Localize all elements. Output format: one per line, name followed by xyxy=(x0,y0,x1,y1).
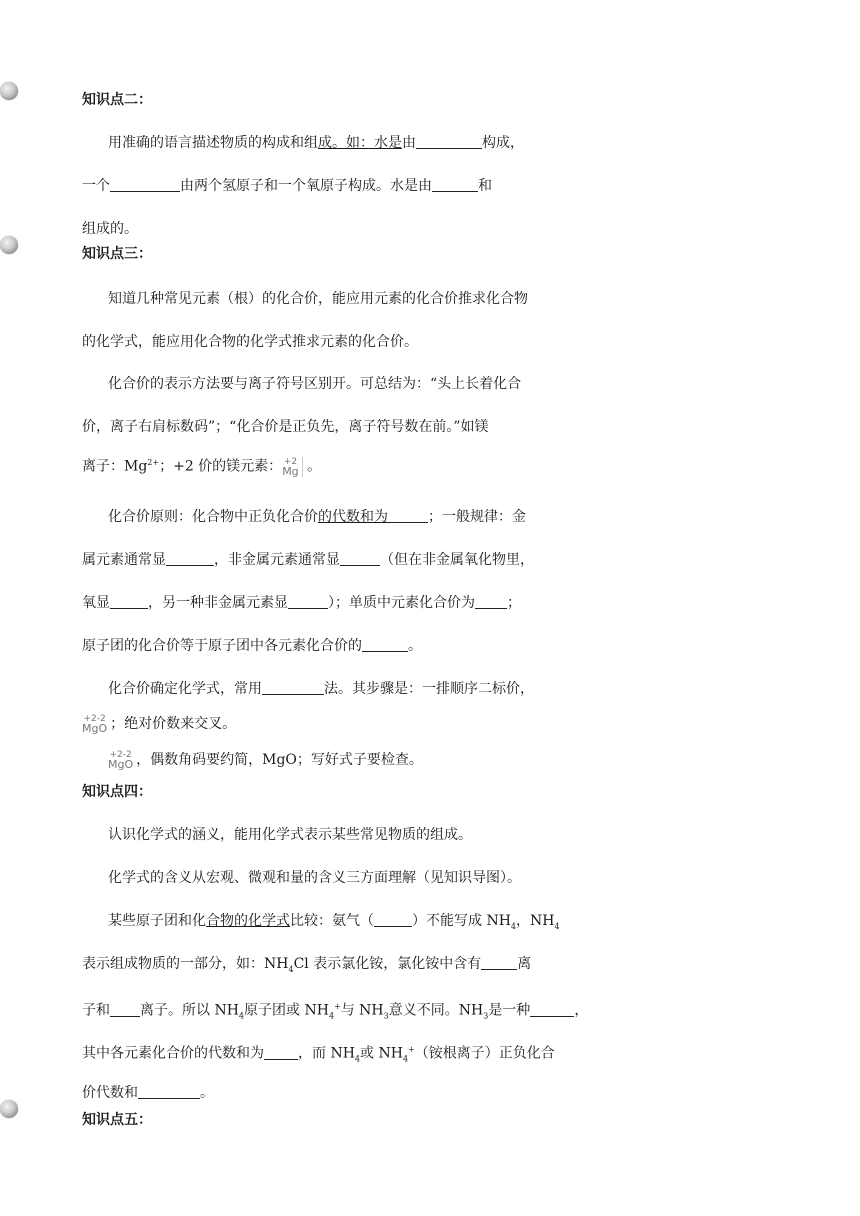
text: 与 NH xyxy=(340,1002,384,1019)
valence-label: +2-2 xyxy=(109,750,132,760)
valence-mgo-icon xyxy=(108,750,136,770)
k3-para1-line2: 的化学式，能应用化合物的化学式推求元素的化合价。 xyxy=(82,334,418,350)
punch-hole-icon xyxy=(0,236,18,254)
subscript: 4 xyxy=(328,1011,335,1021)
fill-blank[interactable] xyxy=(362,637,408,652)
section-heading-4: 知识点四： xyxy=(82,784,152,800)
text: （铵根离子）正负化合 xyxy=(414,1045,555,1062)
text: 或 NH xyxy=(360,1045,403,1062)
text: 。 xyxy=(307,458,322,475)
element-label: MgO xyxy=(108,758,134,771)
element-label: MgO xyxy=(82,722,108,735)
fill-blank[interactable] xyxy=(264,1045,298,1060)
text: ；一般规律：金 xyxy=(428,509,526,525)
k3-para3-line4 xyxy=(82,637,422,655)
k3-para2-line1: 化合价的表示方法要与离子符号区别开。可总结为：“头上长着化合 xyxy=(108,376,522,392)
k3-para4-line3 xyxy=(108,750,423,770)
text: 其中各元素化合价的代数和为 xyxy=(82,1045,264,1062)
text: 化合价原则：化合物中正负化合价 xyxy=(108,509,318,525)
fill-blank[interactable] xyxy=(110,177,180,192)
subscript: 3 xyxy=(383,1011,389,1021)
text: 构成， xyxy=(482,135,524,151)
superscript: + xyxy=(408,1045,415,1054)
fill-blank[interactable] xyxy=(110,594,148,609)
section-heading-2: 知识点二： xyxy=(82,92,152,108)
k4-para3-line1 xyxy=(108,912,560,936)
valence-label: +2 xyxy=(283,456,298,467)
text: 由 xyxy=(402,135,416,151)
text: 离子。所以 NH xyxy=(140,1002,239,1019)
subscript: 4 xyxy=(402,1054,409,1064)
text: 表示组成物质的一部分，如：NH xyxy=(82,956,289,972)
text: ；绝对价数来交叉。 xyxy=(110,716,237,732)
fill-blank[interactable] xyxy=(166,551,214,566)
subscript: 4 xyxy=(238,1011,245,1021)
text: 。 xyxy=(200,1085,214,1101)
k3-para4-line1 xyxy=(108,680,534,698)
fill-blank[interactable] xyxy=(110,1002,140,1017)
fill-blank[interactable] xyxy=(530,1002,574,1017)
text: ，NH xyxy=(516,913,555,929)
k4-para3-line2 xyxy=(82,955,531,979)
subscript: 4 xyxy=(510,921,517,931)
text: ）不能写成 NH xyxy=(412,913,511,929)
k2-line-1 xyxy=(108,134,524,152)
text: ，偶数角码要约简，MgO；写好式子要检查。 xyxy=(136,752,423,768)
k4-para3-line3 xyxy=(82,998,588,1025)
k4-para2: 化学式的含义从宏观、微观和量的含义三方面理解（见知识导图）。 xyxy=(108,870,521,886)
punch-hole-icon xyxy=(0,1100,18,1118)
text: ；+2 价的镁元素： xyxy=(159,458,283,475)
text: ，另一种非金属元素显 xyxy=(148,595,288,611)
k2-line-2 xyxy=(82,177,492,195)
fill-blank[interactable] xyxy=(416,134,482,149)
section-heading-5: 知识点五： xyxy=(82,1112,152,1128)
text: （但在非金属氧化物里， xyxy=(380,552,534,568)
underlined-text: 成。如：水是 xyxy=(318,135,402,151)
text: 意义不同。NH xyxy=(388,1002,484,1019)
valence-mg-icon xyxy=(282,457,302,477)
fill-blank[interactable] xyxy=(340,551,380,566)
k4-para1: 认识化学式的涵义，能用化学式表示某些常见物质的组成。 xyxy=(108,827,472,843)
text: 某些原子团和化 xyxy=(108,913,206,929)
text: 属元素通常显 xyxy=(82,552,166,568)
text: 。 xyxy=(408,638,422,654)
fill-blank[interactable] xyxy=(475,594,507,609)
k3-para4-line2 xyxy=(82,714,236,734)
text: ， xyxy=(574,1002,589,1019)
k3-para1-line1: 知道几种常见元素（根）的化合价，能应用元素的化合价推求化合物 xyxy=(108,291,528,307)
text: 离 xyxy=(517,956,532,972)
superscript: 2+ xyxy=(147,458,160,467)
text: 化合价确定化学式，常用 xyxy=(108,681,262,697)
k4-para3-line5 xyxy=(82,1084,214,1102)
text: ，非金属元素通常显 xyxy=(214,552,340,568)
k4-para3-line4 xyxy=(82,1041,555,1068)
fill-blank[interactable] xyxy=(374,912,412,927)
text: 由两个氢原子和一个氧原子构成。水是由 xyxy=(180,178,432,194)
superscript: + xyxy=(334,1002,341,1011)
subscript: 4 xyxy=(354,1054,361,1064)
text: 离子：Mg xyxy=(82,458,148,475)
underlined-text: 合物的化学式 xyxy=(206,913,290,929)
punch-hole-icon xyxy=(0,82,18,100)
text: ； xyxy=(507,595,521,611)
fill-blank[interactable] xyxy=(432,177,478,192)
text: ）；单质中元素化合价为 xyxy=(328,595,475,611)
fill-blank[interactable] xyxy=(388,508,428,523)
text: 原子团或 NH xyxy=(244,1002,329,1019)
k3-para3-line3 xyxy=(82,594,521,612)
k3-para2-line2: 价，离子右肩标数码”；“化合价是正负先，离子符号数在前。”如镁 xyxy=(82,419,489,435)
valence-mgo-icon xyxy=(82,714,110,734)
text: 比较：氨气（ xyxy=(290,913,374,929)
subscript: 4 xyxy=(554,921,560,931)
fill-blank[interactable] xyxy=(288,594,328,609)
k2-line-3: 组成的。 xyxy=(82,221,138,237)
section-heading-3: 知识点三： xyxy=(82,246,152,262)
text: 原子团的化合价等于原子团中各元素化合价的 xyxy=(82,638,362,654)
text: Cl 表示氯化铵，氯化铵中含有 xyxy=(293,956,482,972)
text: 是一种 xyxy=(488,1002,531,1019)
k3-para3-line2 xyxy=(82,551,534,569)
text: 法。其步骤是：一排顺序二标价， xyxy=(324,681,534,697)
text: 子和 xyxy=(82,1002,110,1019)
subscript: 3 xyxy=(483,1011,489,1021)
element-label: Mg xyxy=(282,464,299,478)
fill-blank[interactable] xyxy=(262,680,324,695)
k3-para2-line3 xyxy=(82,454,321,477)
text: ，而 NH xyxy=(298,1045,355,1062)
text: 氧显 xyxy=(82,595,110,611)
text: 用准确的语言描述物质的构成和组 xyxy=(108,135,318,151)
k3-para3-line1 xyxy=(108,508,526,526)
subscript: 4 xyxy=(288,964,294,974)
fill-blank[interactable] xyxy=(481,955,517,970)
text: 价代数和 xyxy=(82,1085,138,1101)
text: 和 xyxy=(478,178,492,194)
underlined-text: 的代数和为 xyxy=(318,509,388,525)
fill-blank[interactable] xyxy=(138,1084,200,1099)
text: 一个 xyxy=(82,178,110,194)
valence-label: +2-2 xyxy=(83,714,106,724)
